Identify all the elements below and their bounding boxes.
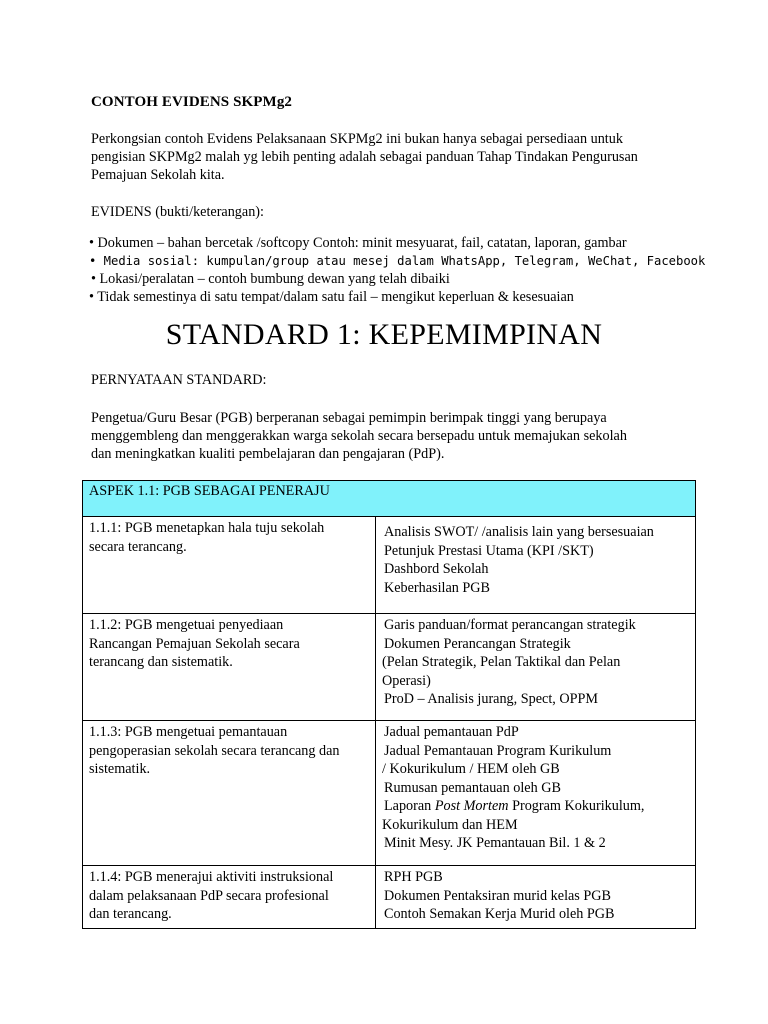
laporan-prefix: Laporan xyxy=(384,798,435,814)
table-row xyxy=(83,614,696,721)
criteria-cell xyxy=(83,517,376,614)
table-row xyxy=(83,721,696,866)
laporan-italic: Post Mortem xyxy=(434,798,509,814)
evidence-item: Minit Mesy. JK Pemantauan Bil. 1 & 2 xyxy=(384,835,606,851)
criteria-line: Rancangan Pemajuan Sekolah secara xyxy=(89,635,300,652)
standard-heading: STANDARD 1: KEPEMIMPINAN xyxy=(165,318,603,351)
criteria-line: 1.1.3: PGB mengetuai pemantauan xyxy=(89,724,288,740)
evidence-cell xyxy=(376,866,696,929)
pernyataan-line: menggembleng dan menggerakkan warga sekolah secara bersepadu untuk memajukan sekolah xyxy=(91,428,627,444)
criteria-line: sistematik. xyxy=(89,761,151,777)
evidence-item: Dokumen Perancangan Strategik xyxy=(384,635,571,652)
evidens-label: EVIDENS (bukti/keterangan): xyxy=(91,204,264,220)
bullet-item: • Dokumen – bahan bercetak /softcopy Contoh: minit mesyuarat, fail, catatan, laporan, gambar xyxy=(89,235,627,251)
evidence-cell xyxy=(376,517,696,614)
evidence-cell xyxy=(376,721,696,866)
table-header-row xyxy=(83,481,696,517)
evidence-item: / Kokurikulum / HEM oleh GB xyxy=(382,761,560,777)
aspek-header: ASPEK 1.1: PGB SEBAGAI PENERAJU xyxy=(83,481,696,517)
evidence-item-laporan xyxy=(382,797,689,816)
table-row xyxy=(83,866,696,929)
evidence-item: (Pelan Strategik, Pelan Taktikal dan Pelan xyxy=(382,654,621,670)
evidence-item: Rumusan pemantauan oleh GB xyxy=(384,779,561,796)
evidence-item: ProD – Analisis jurang, Spect, OPPM xyxy=(384,691,599,707)
pernyataan-line: Pengetua/Guru Besar (PGB) berperanan sebagai pemimpin berimpak tinggi yang berupaya xyxy=(91,410,607,426)
intro-line: Perkongsian contoh Evidens Pelaksanaan SKPMg2 ini bukan hanya sebagai persediaan untuk xyxy=(91,131,623,147)
pernyataan-paragraph xyxy=(91,409,711,463)
evidence-item: Dokumen Pentaksiran murid kelas PGB xyxy=(384,887,611,904)
pernyataan-label: PERNYATAAN STANDARD: xyxy=(91,372,267,388)
evidence-item: Garis panduan/format perancangan strategik xyxy=(384,617,636,633)
criteria-line: dan terancang. xyxy=(89,906,172,922)
bullet-item: • Tidak semestinya di satu tempat/dalam satu fail – mengikut keperluan & kesesuaian xyxy=(89,289,574,305)
criteria-line: 1.1.1: PGB menetapkan hala tuju sekolah xyxy=(89,520,325,536)
evidence-item: Jadual pemantauan PdP xyxy=(384,724,519,740)
criteria-line: terancang dan sistematik. xyxy=(89,654,233,670)
table-row xyxy=(83,517,696,614)
evidence-cell xyxy=(376,614,696,721)
document-title: CONTOH EVIDENS SKPMg2 xyxy=(91,94,293,110)
intro-paragraph xyxy=(91,130,691,184)
evidence-item: Jadual Pemantauan Program Kurikulum xyxy=(384,742,612,759)
bullet-item: • Lokasi/peralatan – contoh bumbung dewan yang telah dibaiki xyxy=(91,271,450,287)
laporan-suffix: Program Kokurikulum, xyxy=(508,798,645,814)
evidence-item: Kokurikulum dan HEM xyxy=(382,816,518,833)
criteria-line: 1.1.4: PGB menerajui aktiviti instruksional xyxy=(89,869,334,885)
intro-line: Pemajuan Sekolah kita. xyxy=(91,167,225,183)
criteria-cell xyxy=(83,866,376,929)
evidence-table xyxy=(82,480,696,929)
evidence-item: Dashbord Sekolah xyxy=(384,561,489,577)
intro-line: pengisian SKPMg2 malah yg lebih penting adalah sebagai panduan Tahap Tindakan Pengurusan xyxy=(91,149,638,165)
criteria-cell xyxy=(83,721,376,866)
criteria-line: secara terancang. xyxy=(89,538,187,555)
evidence-item: Operasi) xyxy=(382,672,431,689)
criteria-cell xyxy=(83,614,376,721)
evidence-item: Contoh Semakan Kerja Murid oleh PGB xyxy=(384,906,615,922)
pernyataan-line: dan meningkatkan kualiti pembelajaran dan pengajaran (PdP). xyxy=(91,446,445,462)
evidence-item: Analisis SWOT/ /analisis lain yang bersesuaian xyxy=(384,524,654,540)
evidens-bullet-list xyxy=(89,234,729,306)
criteria-line: dalam pelaksanaan PdP secara profesional xyxy=(89,887,329,904)
criteria-line: pengoperasian sekolah secara terancang dan xyxy=(89,742,340,759)
evidence-item: RPH PGB xyxy=(384,869,443,885)
bullet-item: • Media sosial: kumpulan/group atau mesej dalam WhatsApp, Telegram, WeChat, Facebook xyxy=(89,254,706,268)
evidence-item: Keberhasilan PGB xyxy=(384,579,490,596)
evidence-item: Petunjuk Prestasi Utama (KPI /SKT) xyxy=(384,542,594,559)
criteria-line: 1.1.2: PGB mengetuai penyediaan xyxy=(89,617,284,633)
